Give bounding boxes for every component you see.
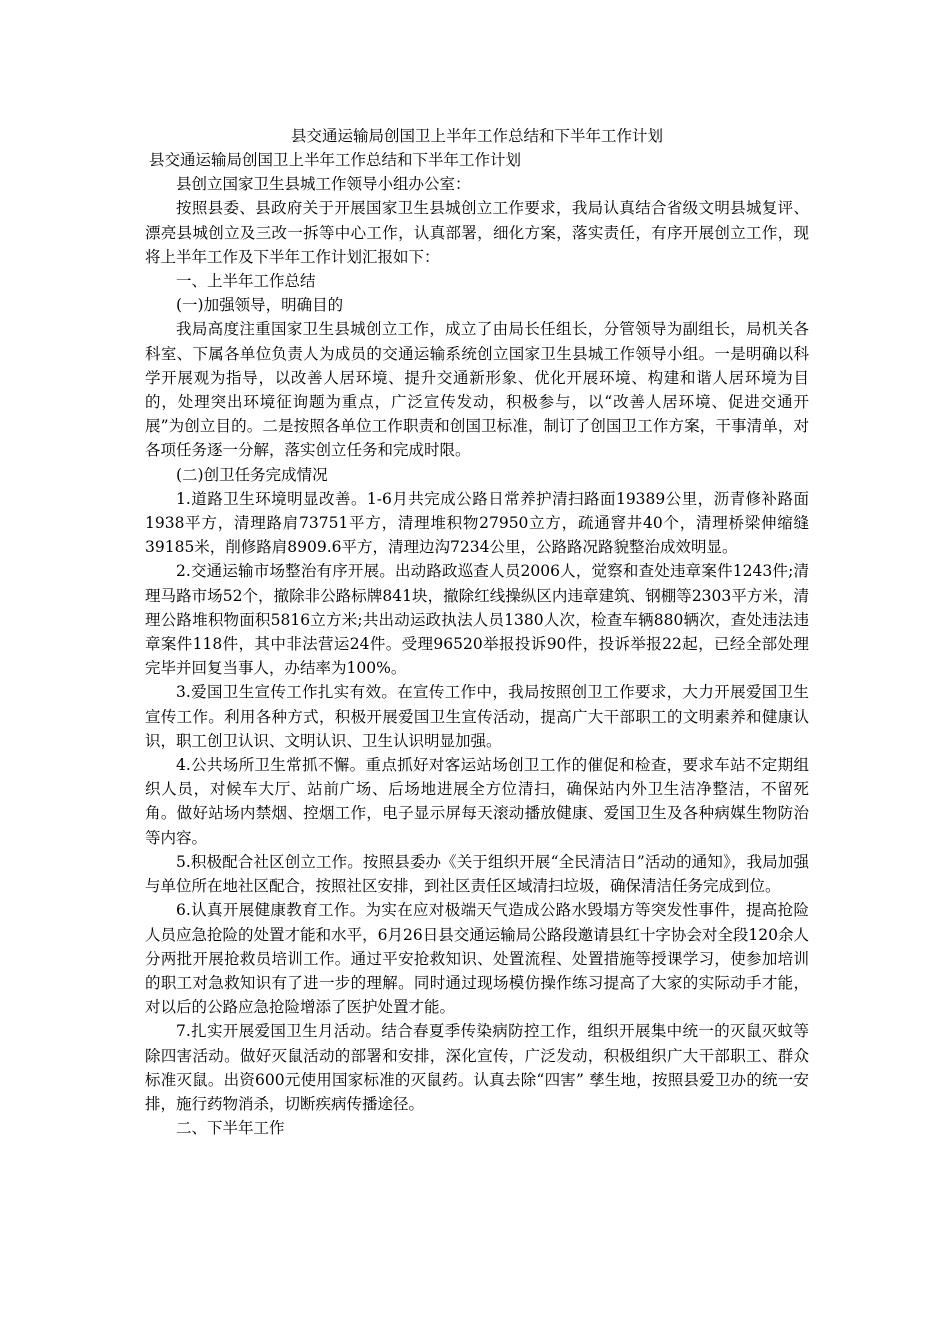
item-road-hygiene: 1.道路卫生环境明显改善。1-6月共完成公路日常养护清扫路面19389公里，沥青修补路面1938平方，清理路肩73751平方，清理堆积物27950立方，疏通窨井40个，清理桥梁伸缩缝39185米，削修路肩8909.6平方，清理边沟7234公里，公路路况路貌整治成效明显。 xyxy=(145,489,809,557)
item-patriotic-health-month: 7.扎实开展爱国卫生月活动。结合春夏季传染病防控工作，组织开展集中统一的灭鼠灭蚊等除四害活动。做好灭鼠活动的部署和安排，深化宣传，广泛发动，积极组织广大干部职工、群众标准灭鼠。出资600元使用国家标准的灭鼠药。认真去除“四害” 孳生地，按照县爱卫办的统一安排，施行药物消杀，切断疾病传播途径。 xyxy=(145,1022,809,1113)
document-subtitle: 县交通运输局创国卫上半年工作总结和下半年工作计划 xyxy=(149,151,522,169)
subsection-heading-1: (一)加强领导，明确目的 xyxy=(176,296,344,315)
paragraph-leadership: 我局高度注重国家卫生县城创立工作，成立了由局长任组长，分管领导为副组长，局机关各科室、下属各单位负责人为成员的交通运输系统创立国家卫生县城工作领导小组。一是明确以科学开展观为指导，以改善人居环境、提升交通新形象、优化开展环境、构建和谐人居环境为目的，处理突出环境征询题为重点，广泛宣传发动，积极参与，以“改善人居环境、促进交通开展”为创立目的。二是按照各单位工作职责和创国卫标准，制订了创国卫工作方案，干事清单，对各项任务逐一分解，落实创立任务和完成时限。 xyxy=(145,320,809,460)
document-body xyxy=(145,124,809,1140)
item-publicity: 3.爱国卫生宣传工作扎实有效。在宣传工作中，我局按照创卫工作要求，大力开展爱国卫生宣传工作。利用各种方式，积极开展爱国卫生宣传活动，提高广大干部职工的文明素养和健康认识，职工创卫认识、文明认识、卫生认识明显加强。 xyxy=(145,683,809,750)
section-heading-1: 一、上半年工作总结 xyxy=(176,272,316,291)
intro-paragraph: 按照县委、县政府关于开展国家卫生县城创立工作要求，我局认真结合省级文明县城复评、漂亮县城创立及三改一拆等中心工作，认真部署，细化方案，落实责任，有序开展创立工作，现将上半年工作及下半年工作计划汇报如下： xyxy=(145,199,809,266)
item-health-education: 6.认真开展健康教育工作。为实在应对极端天气造成公路水毁塌方等突发性事件，提高抢险人员应急抢险的处置才能和水平，6月26日县交通运输局公路段邀请县红十字协会对全段120余人分两批开展抢救员培训工作。通过平安抢救知识、处置流程、处置措施等授课学习，使参加培训的职工对急救知识有了进一步的理解。同时通过现场模仿操作练习提高了大家的实际动手才能，对以后的公路应急抢险增添了医护处置才能。 xyxy=(145,901,809,1017)
item-community: 5.积极配合社区创立工作。按照县委办《关于组织开展“全民清洁日”活动的通知》，我局加强与单位所在地社区配合，按照社区安排，到社区责任区域清扫垃圾，确保清洁任务完成到位。 xyxy=(145,852,809,896)
item-public-places: 4.公共场所卫生常抓不懈。重点抓好对客运站场创卫工作的催促和检查，要求车站不定期组织人员，对候车大厅、站前广场、后场地进展全方位清扫，确保站内外卫生洁净整洁，不留死角。做好站场内禁烟、控烟工作，电子显示屏每天滚动播放健康、爱国卫生及各种病媒生物防治等内容。 xyxy=(145,756,809,847)
item-market-rectification: 2.交通运输市场整治有序开展。出动路政巡查人员2006人，觉察和查处违章案件1243件;清理马路市场52个，撤除非公路标牌841块，撤除红线操纵区内违章建筑、钢棚等2303平方米，清理公路堆积物面积5816立方米;共出动运政执法人员1380人次，检查车辆880辆次，查处违法违章案件118件，其中非法营运24件。受理96520举报投诉90件，投诉举报22起，已经全部处理完毕并回复当事人，办结率为100%。 xyxy=(145,562,809,678)
addressee: 县创立国家卫生县城工作领导小组办公室： xyxy=(176,175,471,194)
document-title: 县交通运输局创国卫上半年工作总结和下半年工作计划 xyxy=(290,127,663,145)
section-heading-2: 二、下半年工作 xyxy=(176,1119,285,1138)
subsection-heading-2: (二)创卫任务完成情况 xyxy=(176,465,328,484)
